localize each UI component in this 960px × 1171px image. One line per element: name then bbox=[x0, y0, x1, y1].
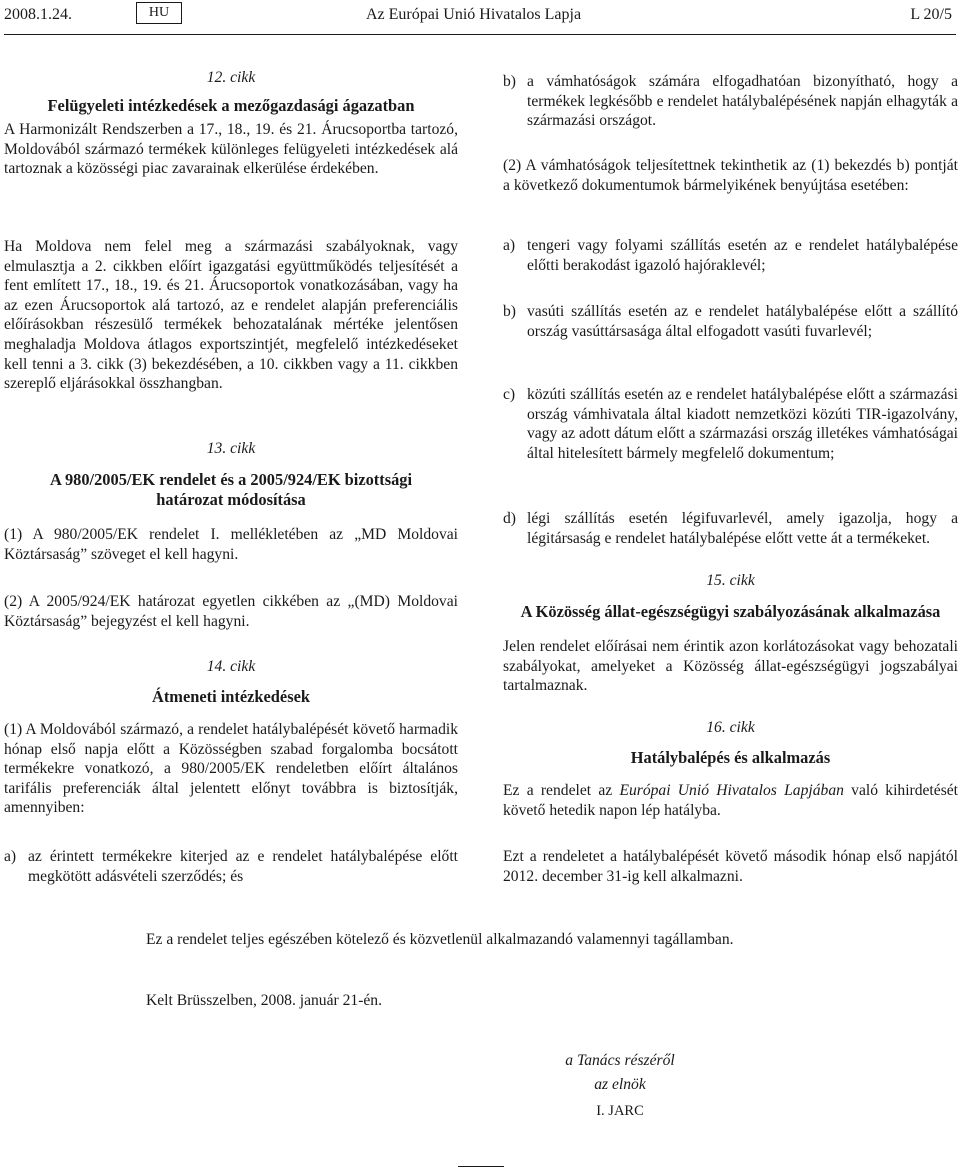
item-text: légi szállítás esetén légifuvarlevél, amely igazolja, hogy a légitársaság e rendelet hatálybalépése előtt vette át a termékeket. bbox=[527, 510, 958, 547]
article-15-number: 15. cikk bbox=[706, 572, 755, 589]
article-12-title: Felügyeleti intézkedések a mezőgazdasági ágazatban bbox=[47, 96, 415, 115]
article-15-paragraph: Jelen rendelet előírásai nem érintik azon korlátozásokat vagy behozatali szabályokat, amelyeket a Közösség állat-egészségügyi jogszabályai tartalmaznak. bbox=[503, 638, 958, 695]
article-14-paragraph-1: (1) A Moldovából származó, a rendelet hatálybalépését követő harmadik hónap első napja előtt a Közösségben szabad forgalomba bocsátott termékekre vonatkozó, a 980/2005/EK rendeletben előírt általános tarifális preferenciák által jelentett előnyt továbbra is biztosítják, amennyiben: bbox=[4, 721, 458, 817]
point-label: b) bbox=[503, 73, 516, 90]
text-run: Ez a rendelet az bbox=[503, 782, 620, 799]
item-text: vasúti szállítás esetén az e rendelet hatálybalépése előtt a szállító ország vasúttársasága által elfogadott vasúti fuvarlevél; bbox=[527, 303, 958, 340]
item-text: tengeri vagy folyami szállítás esetén az e rendelet hatálybalépése előtti berakodást igazoló hajóraklevél; bbox=[527, 237, 958, 274]
item-label: d) bbox=[503, 510, 516, 527]
signatory-name: I. JARC bbox=[596, 1103, 644, 1119]
point-label: a) bbox=[4, 848, 17, 865]
page-reference: L 20/5 bbox=[910, 6, 952, 23]
footnote-rule bbox=[458, 1166, 504, 1167]
article-12-number: 12. cikk bbox=[206, 69, 256, 86]
place-and-date: Kelt Brüsszelben, 2008. január 21-én. bbox=[146, 992, 383, 1009]
item-text: közúti szállítás esetén az e rendelet hatálybalépése előtt a származási ország vámhivatala által kiadott nemzetközi közúti TIR-igazolvány, vagy az adott dátum előtt a származási ország illetékes vámhatóságai által hitelesített bármely megfelelő dokumentum; bbox=[527, 386, 958, 462]
binding-clause: Ez a rendelet teljes egészében kötelező és közvetlenül alkalmazandó valamennyi tagállamban. bbox=[146, 931, 734, 948]
article-13-paragraph-2: (2) A 2005/924/EK határozat egyetlen cikkében az „(MD) Moldovai Köztársaság” bejegyzést el kell hagyni. bbox=[4, 593, 458, 630]
item-label: b) bbox=[503, 303, 516, 320]
article-16-paragraph-2: Ezt a rendeletet a hatálybalépését követő második hónap első napjától 2012. december 31-ig kell alkalmazni. bbox=[503, 848, 958, 885]
article-13-paragraph-1: (1) A 980/2005/EK rendelet I. mellékletében az „MD Moldovai Köztársaság” szöveget el kell hagyni. bbox=[4, 526, 458, 563]
article-12-paragraph-2: Ha Moldova nem felel meg a származási szabályoknak, vagy elmulasztja a 2. cikkben előírt igazgatási együttműködés teljesítését a fent említett 17., 18., 19. és 21. Árucsoportok vonatkozásában, vagy ha az ezen Árucsoportok alá tartozó, az e rendelet alapján preferenciális előírásokban részesülő termékek behozatalának mértéke jelentősen meghaladja Moldova átlagos exportszintjét, megfelelő intézkedéseket kell tenni a 3. cikk (3) bekezdésében, a 10. cikkben vagy a 11. cikkben szereplő eljárásokkal összhangban. bbox=[4, 238, 458, 393]
item-label: c) bbox=[503, 386, 516, 403]
signature-on-behalf: a Tanács részéről bbox=[565, 1052, 675, 1069]
point-text: a vámhatóságok számára elfogadhatóan bizonyítható, hogy a termékek legkésőbb e rendelet hatálybalépésének napján elhagyták a származási országot. bbox=[527, 73, 958, 130]
article-13-title-line-1: A 980/2005/EK rendelet és a 2005/924/EK bizottsági bbox=[49, 470, 413, 489]
article-14-title: Átmeneti intézkedések bbox=[152, 687, 310, 706]
signature-role: az elnök bbox=[594, 1076, 646, 1093]
journal-title: Az Európai Unió Hivatalos Lapja bbox=[366, 6, 582, 23]
article-16-title: Hatálybalépés és alkalmazás bbox=[630, 748, 831, 767]
article-13-title-line-2: határozat módosítása bbox=[156, 490, 306, 509]
header-rule bbox=[4, 34, 956, 35]
article-16-number: 16. cikk bbox=[706, 719, 755, 736]
article-15-title: A Közösség állat-egészségügyi szabályozásának alkalmazása bbox=[520, 602, 941, 621]
point-text: az érintett termékekre kiterjed az e rendelet hatálybalépése előtt megkötött adásvételi szerződés; és bbox=[28, 848, 458, 885]
article-14-number: 14. cikk bbox=[206, 658, 256, 675]
text-run: való kihirdetését követő hetedik napon lép hatályba. bbox=[503, 782, 959, 819]
language-badge: HU bbox=[136, 2, 182, 24]
article-14-paragraph-2: (2) A vámhatóságok teljesítettnek tekinthetik az (1) bekezdés b) pontját a következő dokumentumok bármelyikének benyújtása esetében: bbox=[503, 157, 958, 194]
article-13-number: 13. cikk bbox=[206, 440, 256, 457]
article-12-paragraph-1: A Harmonizált Rendszerben a 17., 18., 19. és 21. Árucsoportba tartozó, Moldovából származó termékek különleges felügyeleti intézkedések alá tartoznak a közösségi piac zavarainak elkerülése érdekében. bbox=[4, 121, 458, 178]
item-label: a) bbox=[503, 237, 516, 254]
journal-name-italic: Európai Unió Hivatalos Lapjában bbox=[619, 782, 844, 799]
header-date: 2008.1.24. bbox=[4, 6, 72, 23]
article-16-paragraph-1 bbox=[503, 781, 958, 820]
